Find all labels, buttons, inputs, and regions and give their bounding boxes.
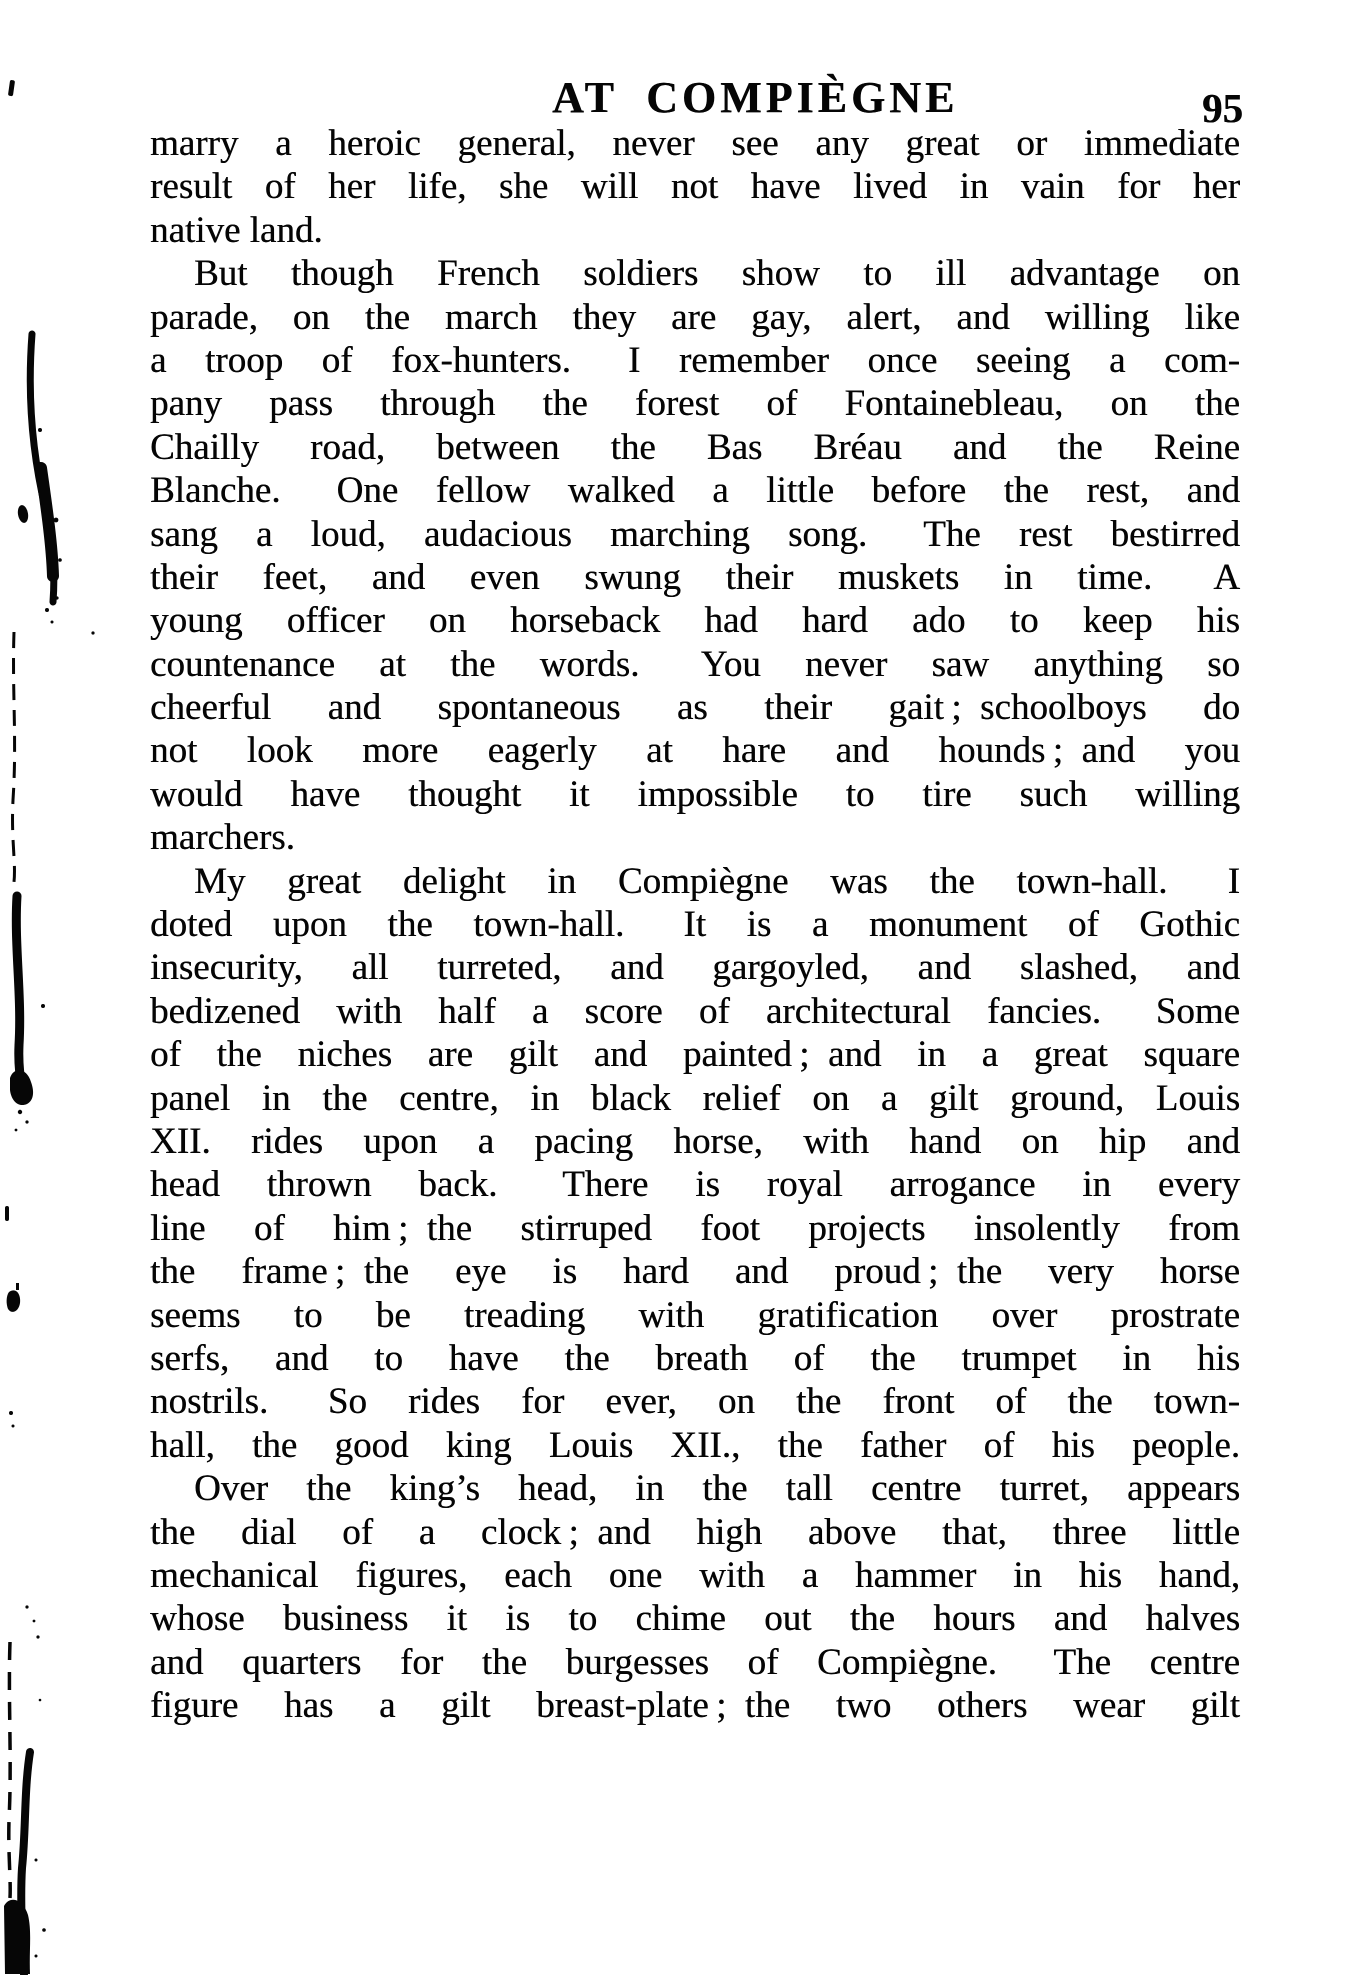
ink-streak-mid — [16, 896, 23, 1094]
text-line: hall, the good king Louis XII., the father of his people. — [150, 1424, 1240, 1466]
text-line: mechanical figures, each one with a hammer in his hand, — [150, 1554, 1240, 1596]
text-line: marry a heroic general, never see any great or immediate — [150, 123, 1240, 164]
ink-tick — [5, 1206, 9, 1221]
text-line: nostrils. So rides for ever, on the front of the town- — [150, 1381, 1240, 1423]
text-line: But though French soldiers show to ill advantage on — [194, 253, 1240, 295]
ink-blob-corner — [4, 1900, 30, 1974]
text-line: cheerful and spontaneous as their gait ; schoolboys do — [150, 687, 1240, 729]
text-line: pany pass through the forest of Fontainebleau, on the — [150, 383, 1240, 425]
text-line: seems to be treading with gratification over prostrate — [150, 1294, 1240, 1336]
text-line: the dial of a clock ; and high above that, three little — [150, 1511, 1240, 1553]
text-line: doted upon the town-hall. It is a monument of Gothic — [150, 904, 1240, 946]
text-line: marchers. — [150, 817, 295, 859]
page-number: 95 — [1202, 85, 1243, 131]
text-line: line of him ; the stirruped foot projects insolently from — [150, 1207, 1240, 1249]
text-line: Over the king’s head, in the tall centre turret, appears — [194, 1468, 1240, 1510]
text-line: insecurity, all turreted, and gargoyled, and slashed, and — [150, 947, 1240, 989]
text-line: their feet, and even swung their muskets in time. A — [150, 556, 1240, 598]
text-line: countenance at the words. You never saw anything so — [150, 643, 1240, 685]
ink-streak-upper — [30, 334, 54, 602]
text-line: young officer on horseback had hard ado to keep his — [150, 600, 1240, 642]
text-line: My great delight in Compiègne was the town-hall. I — [194, 860, 1240, 902]
text-line: the frame ; the eye is hard and proud ; the very horse — [150, 1251, 1240, 1293]
text-line: Chailly road, between the Bas Bréau and the Reine — [150, 426, 1240, 468]
text-line: a troop of fox-hunters. I remember once seeing a com- — [150, 339, 1240, 381]
text-line: panel in the centre, in black relief on a gilt ground, Louis — [150, 1077, 1240, 1119]
running-head-title: AT COMPIÈGNE — [552, 73, 959, 122]
text-line: parade, on the march they are gay, alert, and willing like — [150, 296, 1240, 338]
text-line: of the niches are gilt and painted ; and in a great square — [150, 1034, 1240, 1076]
text-line: native land. — [150, 209, 323, 251]
text-line: whose business it is to chime out the hours and halves — [150, 1598, 1240, 1640]
ink-blob-side — [17, 504, 30, 523]
text-block — [150, 122, 1240, 1727]
text-line: sang a loud, audacious marching song. The rest bestirred — [150, 513, 1240, 555]
text-line: head thrown back. There is royal arrogance in every — [150, 1164, 1240, 1206]
ink-blob-foot — [10, 1070, 33, 1105]
text-line: XII. rides upon a pacing horse, with hand on hip and — [150, 1120, 1240, 1162]
text-line: bedizened with half a score of architectural fancies. Some — [150, 990, 1240, 1032]
text-line: and quarters for the burgesses of Compiègne. The centre — [150, 1641, 1240, 1683]
text-line: would have thought it impossible to tire such willing — [150, 773, 1240, 815]
text-line: Blanche. One fellow walked a little before the rest, and — [150, 470, 1240, 512]
ink-dashed-line-bottom — [9, 1642, 10, 1898]
text-line: not look more eagerly at hare and hounds ; and you — [150, 730, 1240, 772]
text-line: figure has a gilt breast-plate ; the two others wear gilt — [150, 1685, 1240, 1727]
text-line: result of her life, she will not have lived in vain for her — [150, 166, 1240, 208]
ink-blot-j — [7, 1290, 21, 1312]
ink-dashed-line-mid — [13, 632, 15, 882]
text-line: serfs, and to have the breath of the trumpet in his — [150, 1337, 1240, 1379]
ink-fleck-top-left — [8, 80, 15, 97]
ink-streak-bottom — [21, 1752, 30, 1974]
